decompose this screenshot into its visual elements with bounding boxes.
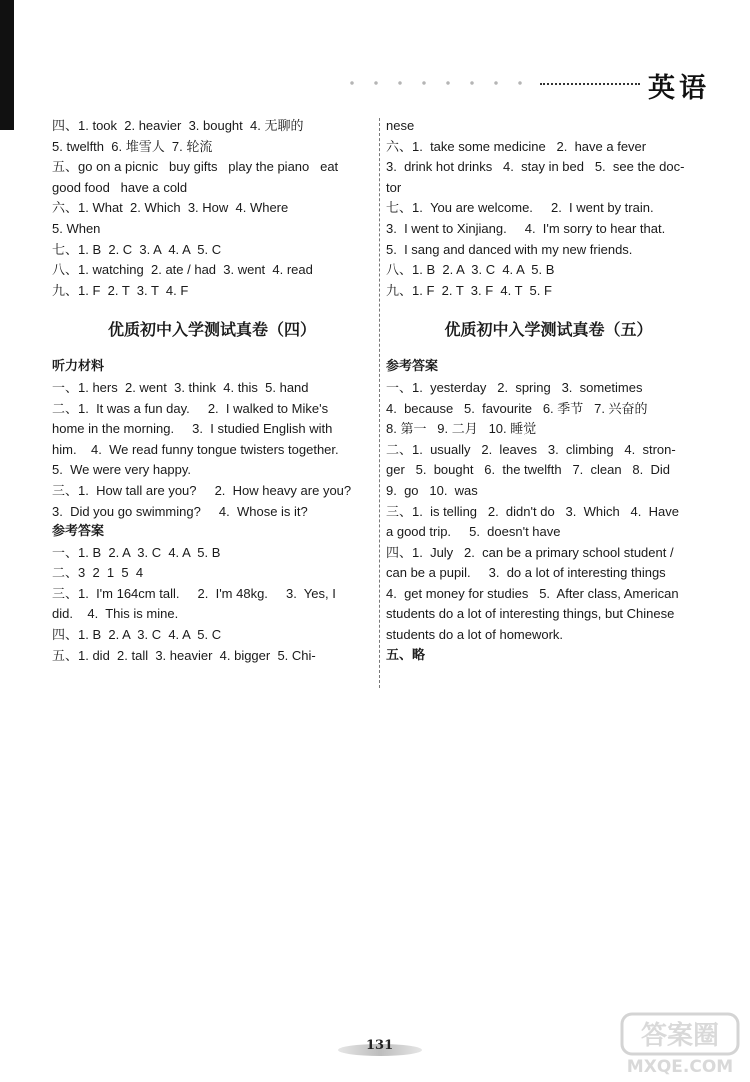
- column-divider: [379, 118, 380, 688]
- answer-line: 七、1. B 2. C 3. A 4. A 5. C: [52, 241, 222, 257]
- answer-line: good food have a cold: [52, 179, 188, 195]
- page-header: [330, 66, 730, 106]
- answer-line: 四、1. B 2. A 3. C 4. A 5. C: [52, 627, 222, 643]
- listening-line: 三、1. How tall are you? 2. How heavy are you?: [52, 482, 352, 498]
- answer-line: ger 5. bought 6. the twelfth 7. clean 8. Did: [386, 462, 670, 478]
- left-column: [52, 116, 372, 666]
- binding-strip: [0, 0, 14, 130]
- watermark-text: 答案圈: [640, 1021, 720, 1051]
- answer-line: 三、1. I'm 164cm tall. 2. I'm 48kg. 3. Yes, I: [52, 585, 336, 601]
- answer-line: 七、1. You are welcome. 2. I went by train.: [386, 200, 654, 216]
- listening-line: home in the morning. 3. I studied English with: [52, 421, 333, 437]
- answer-line: nese: [386, 118, 415, 133]
- answer-line: 二、1. usually 2. leaves 3. climbing 4. stron-: [386, 441, 676, 457]
- subject-title: 英语: [648, 73, 710, 104]
- answer-line: 9. go 10. was: [386, 482, 478, 498]
- answer-line: can be a pupil. 3. do a lot of interesting things: [386, 565, 666, 581]
- answer-line: students do a lot of homework.: [386, 627, 564, 643]
- answer-line: 六、1. What 2. Which 3. How 4. Where: [52, 200, 289, 216]
- answer-line: 3. drink hot drinks 4. stay in bed 5. see the doc-: [386, 159, 685, 175]
- answer-line: did. 4. This is mine.: [52, 606, 179, 622]
- listening-line: 5. We were very happy.: [52, 462, 191, 478]
- right-column: [386, 116, 711, 666]
- page-footer: [338, 1038, 422, 1060]
- answer-line: 5. twelfth 6. 堆雪人 7. 轮流: [52, 138, 213, 154]
- answer-line: 九、1. F 2. T 3. T 4. F: [52, 282, 189, 298]
- answer-line: 五、略: [386, 647, 426, 663]
- answer-line: 五、1. did 2. tall 3. heavier 4. bigger 5. Chi-: [52, 647, 316, 663]
- watermark-url: MXQE.COM: [626, 1057, 734, 1076]
- answer-line: a good trip. 5. doesn't have: [386, 524, 561, 540]
- page-number: 131: [366, 1038, 394, 1053]
- answer-line: 一、1. B 2. A 3. C 4. A 5. B: [52, 544, 221, 560]
- answer-line: 八、1. watching 2. ate / had 3. went 4. read: [52, 262, 313, 278]
- header-dot-ornament: [340, 80, 540, 86]
- answer-line: 4. because 5. favourite 6. 季节 7. 兴奋的: [386, 400, 648, 416]
- answer-line: 5. When: [52, 220, 101, 236]
- answer-line: 九、1. F 2. T 3. F 4. T 5. F: [386, 282, 552, 298]
- listening-line: 一、1. hers 2. went 3. think 4. this 5. hand: [52, 379, 309, 395]
- answers-label: 参考答案: [386, 359, 439, 375]
- section-title: 优质初中入学测试真卷（四）: [107, 320, 316, 340]
- answer-line: 8. 第一 9. 二月 10. 睡觉: [386, 421, 537, 437]
- watermark-logo-icon: [618, 1010, 742, 1076]
- answer-line: 3. I went to Xinjiang. 4. I'm sorry to hear that.: [386, 220, 666, 236]
- listening-line: him. 4. We read funny tongue twisters together.: [52, 441, 339, 457]
- answer-line: 四、1. took 2. heavier 3. bought 4. 无聊的: [52, 118, 304, 133]
- answer-line: 六、1. take some medicine 2. have a fever: [386, 138, 647, 154]
- answers-label: 参考答案: [52, 524, 105, 540]
- answer-line: 五、go on a picnic buy gifts play the piano eat: [52, 159, 339, 175]
- answer-line: 4. get money for studies 5. After class, American: [386, 585, 679, 601]
- answer-line: students do a lot of interesting things, but Chinese: [386, 606, 675, 622]
- listening-label: 听力材料: [52, 359, 105, 375]
- listening-line: 3. Did you go swimming? 4. Whose is it?: [52, 503, 308, 519]
- answer-line: 八、1. B 2. A 3. C 4. A 5. B: [386, 262, 555, 278]
- answer-line: 二、3 2 1 5 4: [52, 565, 144, 581]
- answer-line: 一、1. yesterday 2. spring 3. sometimes: [386, 379, 643, 395]
- answer-line: 四、1. July 2. can be a primary school student /: [386, 544, 674, 560]
- answer-line: 5. I sang and danced with my new friends.: [386, 241, 633, 257]
- answer-line: 三、1. is telling 2. didn't do 3. Which 4. Have: [386, 503, 679, 519]
- header-dotted-rule: [540, 83, 640, 85]
- listening-line: 二、1. It was a fun day. 2. I walked to Mike's: [52, 400, 329, 416]
- answer-line: tor: [386, 179, 402, 195]
- section-title: 优质初中入学测试真卷（五）: [444, 320, 653, 340]
- watermark-logo: [618, 1010, 742, 1076]
